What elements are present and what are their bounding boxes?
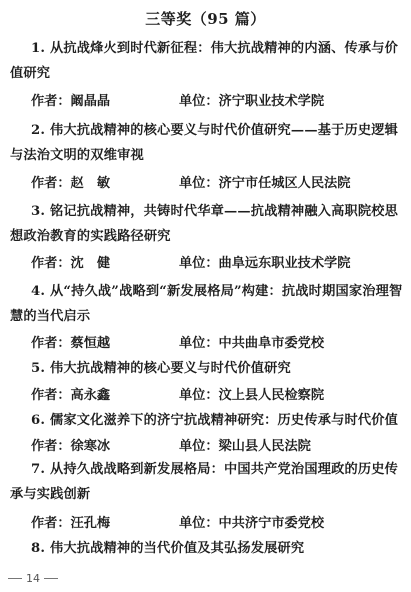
entry-unit-5: 单位：汶上县人民检察院 (179, 388, 325, 403)
entry-title-1: 1. 从抗战烽火到时代新征程：伟大抗战精神的内涵、传承与价值研究 (10, 41, 399, 81)
entry-author-row-5 (31, 386, 401, 406)
entry-author-row-1 (31, 92, 401, 112)
entry-unit-6: 单位：梁山县人民法院 (179, 439, 311, 454)
entry-title-4: 4. 从“持久战”战略到“新发展格局”构建：抗战时期国家治理智慧的当代启示 (10, 284, 403, 324)
entry-title-6: 6. 儒家文化滋养下的济宁抗战精神研究：历史传承与时代价值 (31, 413, 399, 428)
entry-unit-4: 单位：中共曲阜市委党校 (179, 336, 325, 351)
entry-author-row-6 (31, 437, 401, 457)
entry-title-5: 5. 伟大抗战精神的核心要义与时代价值研究 (31, 361, 291, 376)
entry-author-row-7 (31, 514, 401, 534)
entry-unit-3: 单位：曲阜远东职业技术学院 (179, 256, 351, 271)
page-number: 14 (26, 572, 40, 585)
entry-author-row-3 (31, 254, 401, 274)
entry-author-2: 作者：赵 敏 (31, 176, 111, 191)
page-footer (8, 572, 58, 585)
entry-author-3: 作者：沈 健 (31, 256, 111, 271)
entry-author-row-2 (31, 174, 401, 194)
footer-dash-left (8, 578, 22, 579)
section-heading: 三等奖（95 篇） (145, 10, 266, 28)
entry-unit-7: 单位：中共济宁市委党校 (179, 516, 325, 531)
entry-author-4: 作者：蔡恒越 (31, 336, 111, 351)
entry-title-8: 8. 伟大抗战精神的当代价值及其弘扬发展研究 (31, 541, 305, 556)
entry-unit-1: 单位：济宁职业技术学院 (179, 94, 325, 109)
entry-author-7: 作者：汪孔梅 (31, 516, 111, 531)
entry-author-5: 作者：高永鑫 (31, 388, 111, 403)
entry-author-6: 作者：徐寒冰 (31, 439, 111, 454)
entry-unit-2: 单位：济宁市任城区人民法院 (179, 176, 351, 191)
entry-author-row-4 (31, 334, 401, 354)
entry-title-2: 2. 伟大抗战精神的核心要义与时代价值研究——基于历史逻辑与法治文明的双维审视 (10, 123, 399, 163)
entry-title-3: 3. 铭记抗战精神，共铸时代华章——抗战精神融入高职院校思想政治教育的实践路径研究 (10, 204, 399, 244)
footer-dash-right (44, 578, 58, 579)
entry-author-1: 作者：阚晶晶 (31, 94, 111, 109)
entry-title-7: 7. 从持久战战略到新发展格局：中国共产党治国理政的历史传承与实践创新 (10, 462, 399, 502)
